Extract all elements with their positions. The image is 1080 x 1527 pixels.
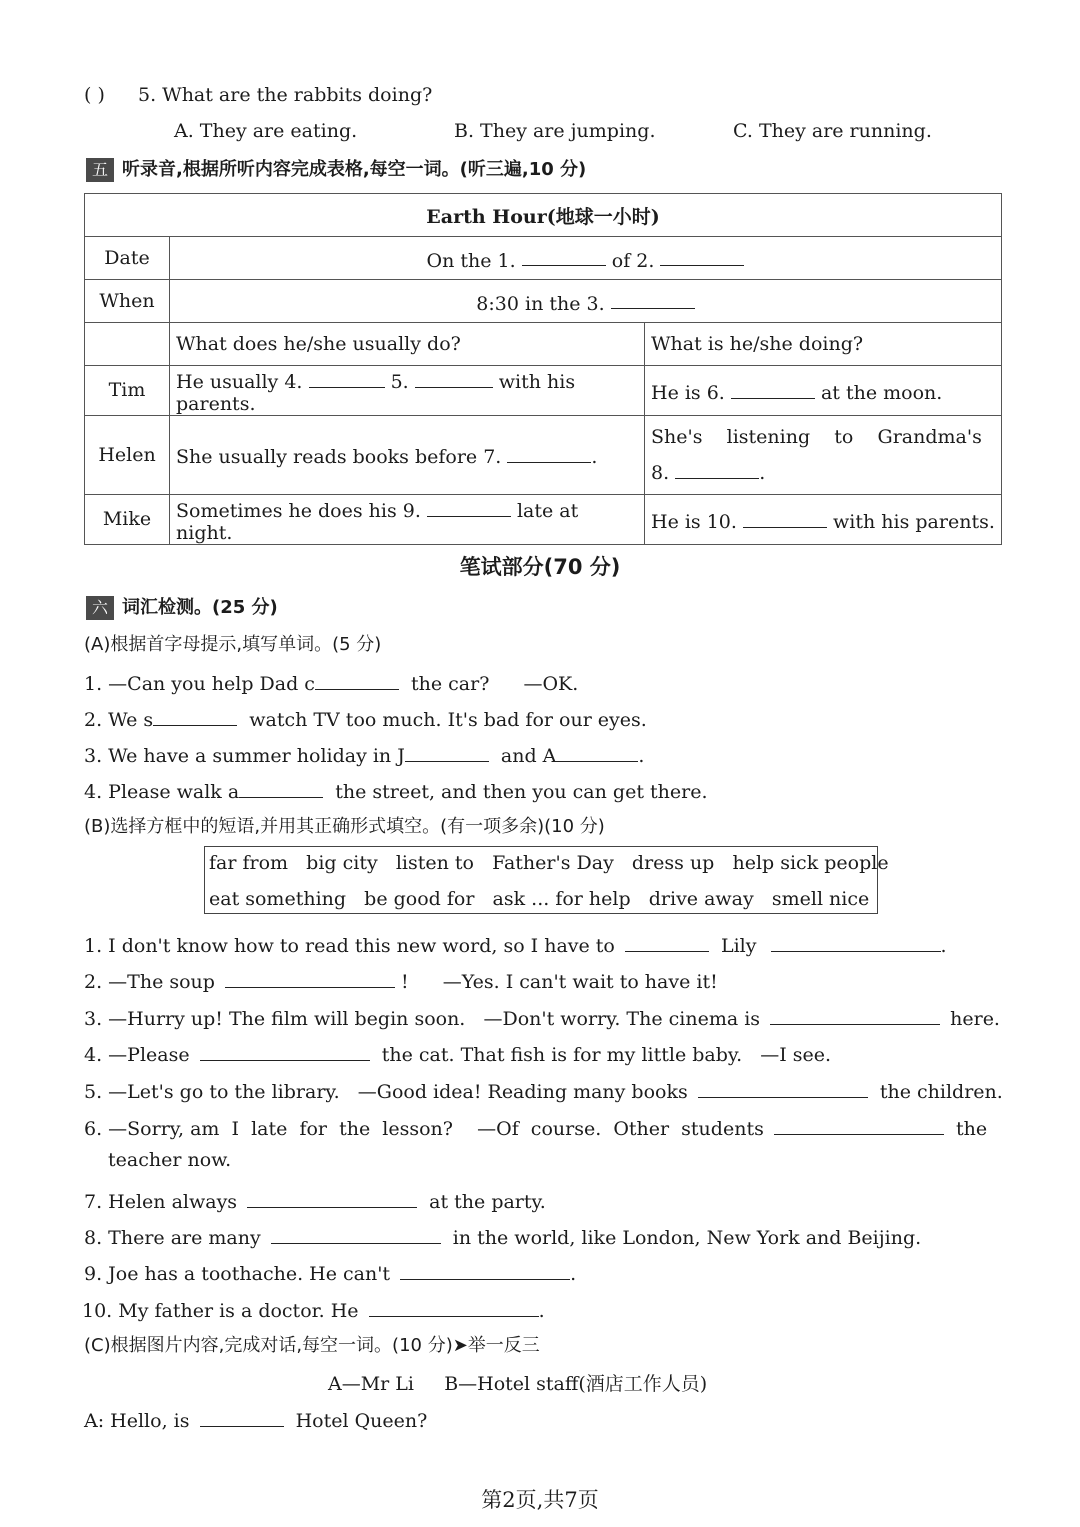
mike-usually-cell <box>170 494 645 544</box>
tim-text-e: at the moon. <box>820 381 943 404</box>
date-text-a: On the 1. <box>426 249 516 272</box>
a-q3: 3. We have a summer holiday in J and A . <box>84 740 644 767</box>
blank-6[interactable] <box>731 377 815 399</box>
phrase-box <box>204 846 889 914</box>
a-q3-blank-2[interactable] <box>556 740 638 762</box>
written-part-title: 笔试部分(70 分) <box>459 555 621 579</box>
b-q10-text-a: 10. My father is a doctor. He <box>82 1299 359 1322</box>
blank-4[interactable] <box>309 366 385 388</box>
b-q2-blank[interactable] <box>225 966 395 988</box>
mike-doing-cell <box>645 494 1002 544</box>
tim-text-d: He is 6. <box>651 381 725 404</box>
b-q9: 9. Joe has a toothache. He can't . <box>84 1258 576 1285</box>
a-q4-text-b: the street, and then you can get there. <box>335 780 708 803</box>
b-q5 <box>84 1076 1003 1103</box>
a-q1-text-a: 1. —Can you help Dad c <box>84 672 315 695</box>
b-q8-text-a: 8. There are many <box>84 1226 261 1249</box>
section-6-badge: 六 <box>86 596 114 620</box>
helen-doing-cell: She's listening to Grandma's 8. . <box>645 415 1002 494</box>
empty-label-cell <box>85 323 170 366</box>
helen-usually-cell: She usually reads books before 7. . <box>170 415 645 494</box>
b-q4-text-a: 4. —Please <box>84 1043 190 1066</box>
b-q3-text-b: here. <box>950 1007 1000 1030</box>
b-q8 <box>84 1222 921 1249</box>
q5-option-c: C. They are running. <box>733 120 932 142</box>
q5-option-a: A. They are eating. <box>174 120 358 142</box>
date-cell <box>170 237 1002 280</box>
blank-10[interactable] <box>743 506 827 528</box>
blank-5[interactable] <box>415 366 493 388</box>
b-q5-text-b: the children. <box>879 1080 1003 1103</box>
part-c-title: (C)根据图片内容,完成对话,每空一词。(10 分)➤举一反三 <box>84 1335 540 1356</box>
b-q7 <box>84 1186 546 1213</box>
b-q2-text-b: ! <box>401 970 409 993</box>
part-c-roles: A—Mr Li B—Hotel staff(酒店工作人员) <box>328 1373 708 1395</box>
b-q6-blank[interactable] <box>774 1113 944 1135</box>
b-q4-text-b: the cat. That fish is for my little baby. —I see. <box>381 1043 832 1066</box>
b-q9-blank[interactable] <box>400 1258 570 1280</box>
table-title: Earth Hour(地球一小时) <box>426 205 660 228</box>
blank-9[interactable] <box>427 495 511 517</box>
b-q9-text-a: 9. Joe has a toothache. He can't <box>84 1262 391 1285</box>
helen-label: Helen <box>85 415 170 494</box>
phrase-box-row-1: far from big city listen to Father's Day dress up help sick people <box>209 852 889 874</box>
part-b-title: (B)选择方框中的短语,并用其正确形式填空。(有一项多余)(10 分) <box>84 816 605 837</box>
date-text-b: of 2. <box>611 249 655 272</box>
a-q1-text-b: the car? <box>410 672 490 695</box>
a-q2-text-a: 2. We s <box>84 708 154 731</box>
blank-7[interactable] <box>507 441 591 463</box>
when-label: When <box>85 280 170 323</box>
b-q2 <box>84 966 718 993</box>
b-q10-blank[interactable] <box>369 1295 539 1317</box>
tim-text-c: with his parents. <box>176 370 576 415</box>
page-footer: 第2页,共7页 <box>481 1488 599 1512</box>
helen-text-c: 8. <box>651 461 670 484</box>
blank-1[interactable] <box>522 245 606 267</box>
a-q4 <box>84 776 707 803</box>
b-q1-text-a: 1. I don't know how to read this new word, so I have to <box>84 934 615 957</box>
a-q4-text-a: 4. Please walk a <box>84 780 240 803</box>
b-q1-blank-2[interactable] <box>771 930 941 952</box>
a-q3-blank-1[interactable] <box>405 740 489 762</box>
when-cell <box>170 280 1002 323</box>
blank-2[interactable] <box>660 245 744 267</box>
b-q3 <box>84 1003 1000 1030</box>
section-5-badge: 五 <box>86 158 114 182</box>
c-q1 <box>84 1405 427 1432</box>
a-q2-blank[interactable] <box>153 704 237 726</box>
q5-option-b: B. They are jumping. <box>454 120 656 142</box>
a-q4-blank[interactable] <box>239 776 323 798</box>
b-q7-blank[interactable] <box>247 1186 417 1208</box>
tim-text-a: He usually 4. <box>176 370 303 393</box>
section-6-heading <box>86 593 278 620</box>
b-q6-continued: teacher now. <box>108 1149 232 1171</box>
b-q7-text-b: at the party. <box>429 1190 546 1213</box>
b-q3-text-a: 3. —Hurry up! The film will begin soon. —Don't worry. The cinema is <box>84 1007 761 1030</box>
section-6-title: 词汇检测。(25 分) <box>122 597 278 618</box>
when-text: 8:30 in the 3. <box>476 292 605 315</box>
b-q3-blank[interactable] <box>770 1003 940 1025</box>
table-title-cell <box>85 194 1002 237</box>
a-q1-text-c: —OK. <box>523 672 579 695</box>
mike-text-c: He is 10. <box>651 510 737 533</box>
b-q5-text-a: 5. —Let's go to the library. —Good idea! Reading many books <box>84 1080 688 1103</box>
b-q1-blank-1[interactable] <box>625 930 709 952</box>
mike-text-d: with his parents. <box>833 510 995 533</box>
c-q1-text-a: A: Hello, is <box>84 1409 190 1432</box>
b-q6 <box>84 1113 987 1140</box>
helen-text-a: She usually reads books before 7. <box>176 446 502 469</box>
b-q7-text-a: 7. Helen always <box>84 1190 238 1213</box>
a-q1-blank[interactable] <box>315 668 399 690</box>
mike-text-a: Sometimes he does his 9. <box>176 499 421 522</box>
b-q10: 10. My father is a doctor. He . <box>82 1295 545 1322</box>
tim-label: Tim <box>85 366 170 416</box>
q5-stem: 5. What are the rabbits doing? <box>138 84 433 106</box>
tim-usually-cell <box>170 366 645 416</box>
a-q2-text-b: watch TV too much. It's bad for our eyes. <box>249 708 647 731</box>
section-5-heading <box>86 155 586 182</box>
a-q1 <box>84 668 578 695</box>
c-q1-blank[interactable] <box>200 1405 284 1427</box>
b-q8-text-b: in the world, like London, New York and Beijing. <box>452 1226 922 1249</box>
b-q4-blank[interactable] <box>200 1039 370 1061</box>
head-usually: What does he/she usually do? <box>170 323 645 366</box>
mike-text-b: late at night. <box>176 499 579 544</box>
section-5-title: 听录音,根据所听内容完成表格,每空一词。(听三遍,10 分) <box>122 159 587 180</box>
b-q8-blank[interactable] <box>271 1222 441 1244</box>
head-doing: What is he/she doing? <box>645 323 1002 366</box>
b-q2-text-a: 2. —The soup <box>84 970 215 993</box>
b-q6-text-a: 6. —Sorry, am I late for the lesson? —Of course. Other students <box>84 1117 764 1140</box>
q5-paren: ( ) <box>84 84 105 106</box>
b-q2-text-c: —Yes. I can't wait to have it! <box>442 970 718 993</box>
earth-hour-table <box>84 193 1002 545</box>
b-q4 <box>84 1039 831 1066</box>
c-q1-text-b: Hotel Queen? <box>295 1409 428 1432</box>
helen-text-b: She's listening to Grandma's <box>651 425 982 448</box>
b-q1: 1. I don't know how to read this new word, so I have to Lily . <box>84 930 947 957</box>
phrase-box-row-2: eat something be good for ask ... for help drive away smell nice <box>209 888 870 910</box>
mike-label: Mike <box>85 494 170 544</box>
b-q5-blank[interactable] <box>698 1076 868 1098</box>
part-a-title: (A)根据首字母提示,填写单词。(5 分) <box>84 634 382 655</box>
b-q1-text-b: Lily <box>720 934 757 957</box>
date-label: Date <box>85 237 170 280</box>
blank-8[interactable] <box>675 457 759 479</box>
tim-text-b: 5. <box>390 370 409 393</box>
a-q3-text-a: 3. We have a summer holiday in J <box>84 744 405 767</box>
a-q2 <box>84 704 647 731</box>
tim-doing-cell <box>645 366 1002 416</box>
blank-3[interactable] <box>611 288 695 310</box>
b-q6-text-b: the <box>955 1117 988 1140</box>
a-q3-text-b: and A <box>500 744 557 767</box>
